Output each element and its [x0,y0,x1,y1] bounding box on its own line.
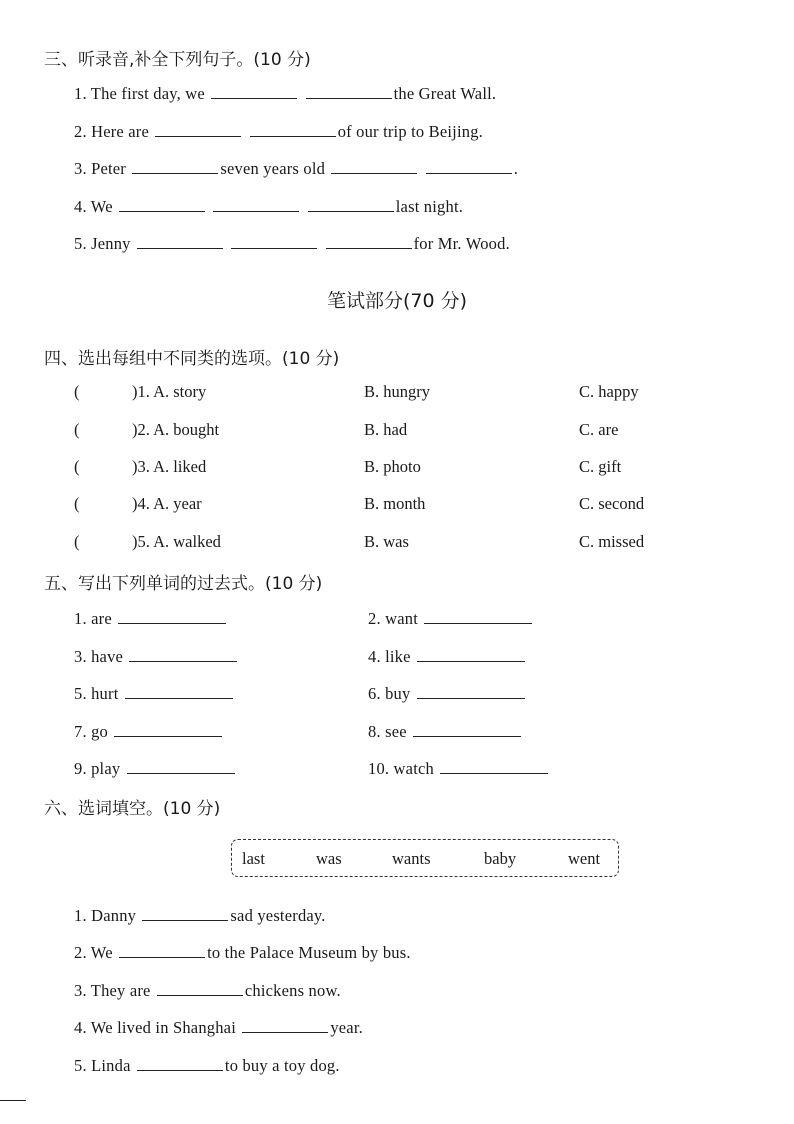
s6-item-tail: to buy a toy dog. [224,1056,340,1075]
answer-blank[interactable] [417,645,525,662]
s3-item-2 [74,120,483,142]
answer-blank[interactable] [118,607,226,624]
answer-blank[interactable] [157,979,243,996]
s6-item-text: 1. Danny [74,906,137,925]
s6-item-tail: year. [330,1018,363,1037]
s5-item-5 [74,682,235,704]
word-bank [231,839,619,877]
s5-word: 4. like [368,647,411,666]
answer-paren[interactable]: ( [74,420,80,439]
answer-paren[interactable]: ( [74,457,80,476]
section-3-title: 三、听录音,补全下列句子。(10 分) [44,50,311,70]
s5-item-10 [368,757,550,779]
s5-word: 9. play [74,759,121,778]
s5-word: 7. go [74,722,108,741]
section-5-title: 五、写出下列单词的过去式。(10 分) [44,574,323,594]
section-6-title: 六、选词填空。(10 分) [44,799,221,819]
answer-blank[interactable] [440,757,548,774]
answer-blank[interactable] [231,232,317,249]
s3-item-2-tail: of our trip to Beijing. [337,122,483,141]
s3-item-5-tail: for Mr. Wood. [413,234,510,253]
s5-word: 5. hurt [74,684,119,703]
s3-item-3-tail: . [513,159,519,178]
answer-blank[interactable] [242,1016,328,1033]
word-bank-item: went [568,849,601,868]
s6-item-text: 2. We [74,943,113,962]
answer-blank[interactable] [137,1054,223,1071]
s4-option-c: C. happy [579,382,639,401]
answer-blank[interactable] [114,720,222,737]
s5-word: 10. watch [368,759,434,778]
s3-item-4-tail: last night. [395,197,464,216]
s4-option-b: B. photo [364,457,421,476]
s5-item-8 [368,720,523,742]
s4-option-a: )4. A. year [132,494,202,513]
s3-item-1 [74,82,496,104]
s3-item-3-mid: seven years old [220,159,326,178]
s6-item-5 [74,1054,340,1076]
s3-item-3 [74,157,518,179]
s6-item-text: 5. Linda [74,1056,131,1075]
s5-word: 8. see [368,722,407,741]
s6-item-tail: to the Palace Museum by bus. [207,943,411,962]
answer-blank[interactable] [326,232,412,249]
s4-option-a: )5. A. walked [132,532,221,551]
s6-item-tail: sad yesterday. [230,906,326,925]
s5-item-1 [74,607,228,629]
s5-item-9 [74,757,237,779]
answer-blank[interactable] [132,157,218,174]
answer-blank[interactable] [129,645,237,662]
answer-blank[interactable] [424,607,532,624]
answer-blank[interactable] [250,120,336,137]
s4-option-c: C. missed [579,532,645,551]
answer-blank[interactable] [155,120,241,137]
s6-item-3 [74,979,341,1001]
word-bank-item: was [316,849,342,868]
s6-item-text: 3. They are [74,981,151,1000]
s3-item-5-text: 5. Jenny [74,234,131,253]
word-bank-item: wants [392,849,431,868]
answer-blank[interactable] [306,82,392,99]
s6-item-4 [74,1016,363,1038]
s3-item-2-text: 2. Here are [74,122,150,141]
answer-blank[interactable] [213,195,299,212]
s3-item-1-tail: the Great Wall. [393,84,497,103]
answer-blank[interactable] [426,157,512,174]
s3-item-5 [74,232,510,254]
s5-item-7 [74,720,224,742]
answer-blank[interactable] [127,757,235,774]
s5-word: 6. buy [368,684,411,703]
s4-option-a: )1. A. story [132,382,207,401]
page-edge-mark [0,1100,26,1101]
word-bank-item: baby [484,849,517,868]
answer-paren[interactable]: ( [74,382,80,401]
s3-item-1-text: 1. The first day, we [74,84,205,103]
answer-blank[interactable] [142,904,228,921]
s5-item-2 [368,607,534,629]
s4-option-c: C. gift [579,457,622,476]
s5-word: 3. have [74,647,124,666]
s6-item-text: 4. We lived in Shanghai [74,1018,236,1037]
section-4-title: 四、选出每组中不同类的选项。(10 分) [44,349,340,369]
s3-item-3-text: 3. Peter [74,159,127,178]
s4-option-b: B. had [364,420,408,439]
s4-option-b: B. month [364,494,426,513]
s3-item-4 [74,195,463,217]
answer-blank[interactable] [331,157,417,174]
answer-blank[interactable] [417,682,525,699]
answer-blank[interactable] [119,195,205,212]
s4-option-b: B. was [364,532,409,551]
answer-blank[interactable] [211,82,297,99]
answer-paren[interactable]: ( [74,532,80,551]
answer-blank[interactable] [413,720,521,737]
s6-item-2 [74,941,411,963]
answer-blank[interactable] [137,232,223,249]
s4-option-b: B. hungry [364,382,430,401]
s4-option-c: C. are [579,420,619,439]
s5-item-3 [74,645,239,667]
word-bank-item: last [242,849,265,868]
answer-paren[interactable]: ( [74,494,80,513]
s4-option-a: )3. A. liked [132,457,207,476]
answer-blank[interactable] [119,941,205,958]
s4-option-c: C. second [579,494,645,513]
written-part-title: 笔试部分(70 分) [326,290,468,312]
s3-item-4-text: 4. We [74,197,113,216]
s6-item-tail: chickens now. [244,981,341,1000]
s5-item-4 [368,645,527,667]
s5-item-6 [368,682,527,704]
s6-item-1 [74,904,326,926]
s5-word: 2. want [368,609,418,628]
answer-blank[interactable] [308,195,394,212]
s4-option-a: )2. A. bought [132,420,220,439]
s5-word: 1. are [74,609,112,628]
answer-blank[interactable] [125,682,233,699]
